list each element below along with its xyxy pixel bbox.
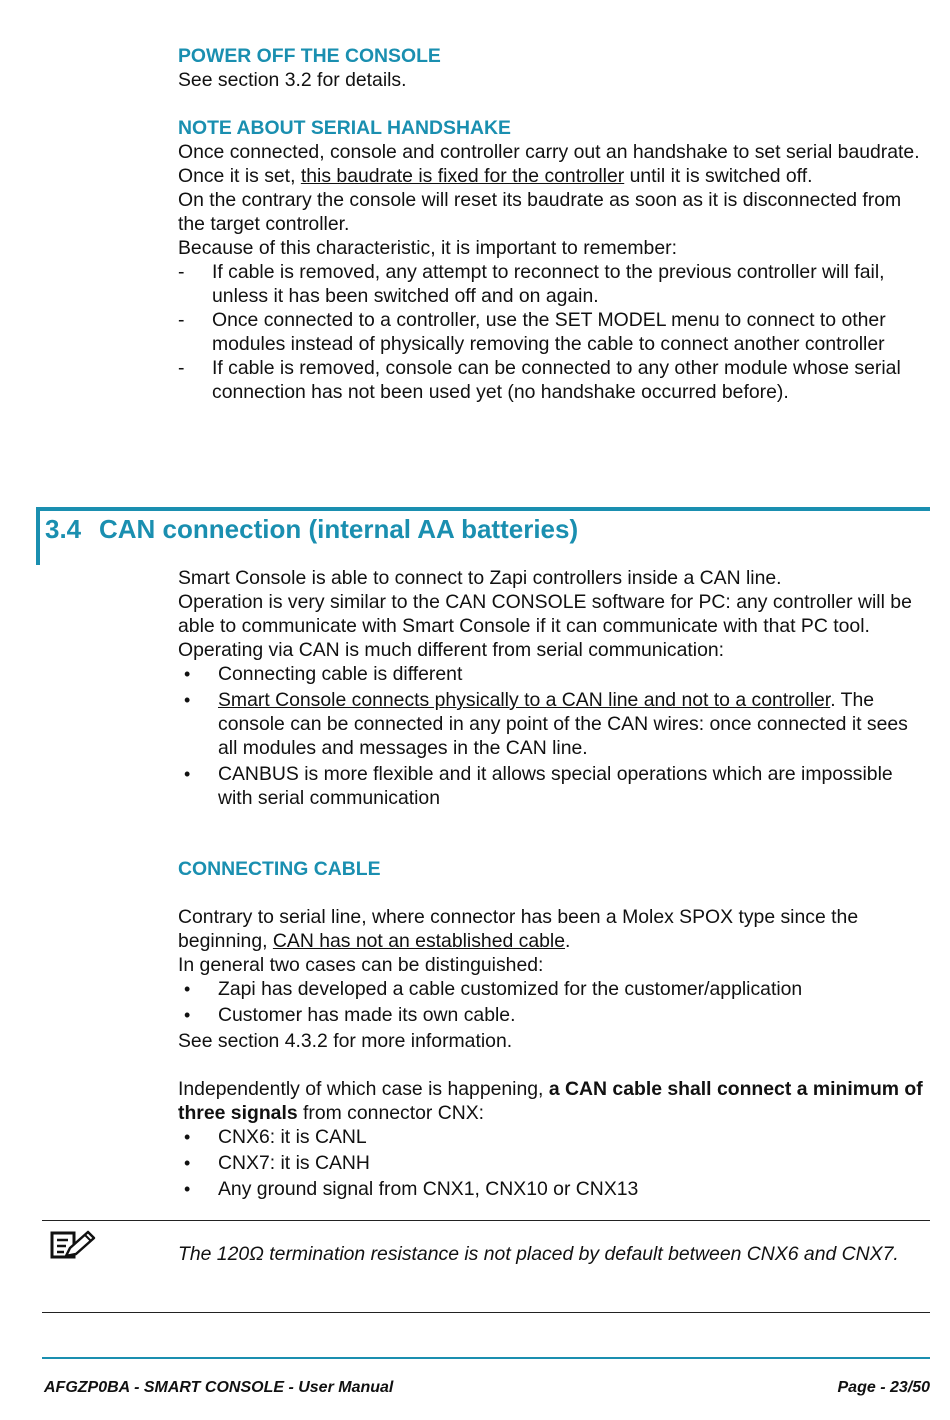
list-item-text: CNX7: it is CANH (218, 1152, 370, 1174)
list-item (178, 1003, 930, 1027)
footer-document-title: AFGZP0BA - SMART CONSOLE - User Manual (44, 1379, 394, 1396)
cable-paragraph-3: See section 4.3.2 for more information. (178, 1030, 513, 1052)
power-off-text: See section 3.2 for details. (178, 69, 407, 91)
handshake-p1-underline: this baudrate is fixed for the controller (300, 165, 625, 187)
can-section-body (178, 566, 930, 812)
bullet-marker: • (184, 1153, 191, 1173)
list-item-text: CANBUS is more flexible and it allows special operations which are impossible with serial communication (218, 763, 893, 809)
list-item-text: Any ground signal from CNX1, CNX10 or CNX13 (218, 1178, 639, 1200)
dash-marker: - (178, 357, 185, 379)
power-off-heading: POWER OFF THE CONSOLE (178, 45, 441, 67)
section-heading (45, 512, 578, 546)
cable-p4-end: from connector CNX: (297, 1102, 485, 1124)
list-item-text: . The console can be connected in any point of the CAN wires: once connected it sees all modules and messages in the CAN line. (218, 689, 908, 759)
cable-p1-end: . (565, 930, 571, 952)
bullet-marker: • (184, 979, 191, 999)
dash-marker: - (178, 261, 185, 283)
bullet-marker: • (184, 1127, 191, 1147)
note-top-rule (42, 1220, 930, 1221)
list-item (178, 977, 930, 1001)
cable-cases-list (178, 977, 930, 1027)
section-title: CAN connection (internal AA batteries) (99, 514, 579, 544)
cable-paragraph-2: In general two cases can be distinguished: (178, 954, 544, 976)
list-item-text: If cable is removed, console can be connected to any other module whose serial connection has not been used yet (no handshake occurred before). (212, 357, 901, 403)
bullet-marker: • (184, 690, 191, 710)
bullet-marker: • (184, 764, 191, 784)
list-item (178, 762, 930, 810)
signals-list (178, 1125, 930, 1201)
list-item (178, 260, 930, 308)
dash-marker: - (178, 309, 185, 331)
can-paragraph-2: Operation is very similar to the CAN CONSOLE software for PC: any controller will be able to communicate with Smart Console if it can communicate with that PC tool. (178, 591, 912, 637)
list-item-text: Connecting cable is different (218, 663, 463, 685)
footer-page-number: Page - 23/50 (837, 1379, 930, 1396)
cable-paragraph-1 (178, 905, 930, 953)
connecting-cable-heading: CONNECTING CABLE (178, 858, 381, 880)
bullet-marker: • (184, 664, 191, 684)
can-paragraph-3: Operating via CAN is much different from serial communication: (178, 639, 725, 661)
list-item-text: Zapi has developed a cable customized for the customer/application (218, 978, 803, 1000)
list-item (178, 1125, 930, 1149)
handshake-p1-end: until it is switched off. (624, 165, 813, 187)
list-item-text: Customer has made its own cable. (218, 1004, 516, 1026)
list-item-text: If cable is removed, any attempt to reconnect to the previous controller will fail, unless it has been switched off and on again. (212, 261, 885, 307)
list-item (178, 662, 930, 686)
note-bottom-rule (42, 1312, 930, 1313)
cable-p1-underline: CAN has not an established cable (272, 930, 566, 952)
can-paragraph-1: Smart Console is able to connect to Zapi controllers inside a CAN line. (178, 567, 782, 589)
note-text: The 120Ω termination resistance is not placed by default between CNX6 and CNX7. (178, 1243, 899, 1265)
list-item (178, 688, 930, 760)
handshake-paragraph-2: On the contrary the console will reset its baudrate as soon as it is disconnected from the target controller. (178, 189, 902, 235)
handshake-p1-start: Once connected, console and controller carry out an handshake to set serial baudrate. Once it is set, (178, 141, 920, 187)
power-off-section (178, 44, 930, 92)
list-item (178, 1151, 930, 1175)
bullet-marker: • (184, 1005, 191, 1025)
bullet-marker: • (184, 1179, 191, 1199)
list-item-text: Once connected to a controller, use the SET MODEL menu to connect to other modules instead of physically removing the cable to connect another controller (212, 309, 886, 355)
handshake-list (178, 260, 930, 404)
cable-p1-start: Contrary to serial line, where connector has been a Molex SPOX type since the beginning, (178, 906, 859, 952)
list-item-text: CNX6: it is CANL (218, 1126, 367, 1148)
list-item (178, 356, 930, 404)
handshake-paragraph-1 (178, 140, 930, 188)
section-number: 3.4 (45, 514, 82, 544)
footer-rule (42, 1357, 930, 1359)
list-item (178, 308, 930, 356)
note-pencil-icon (50, 1230, 96, 1260)
connecting-cable-section (178, 857, 930, 1203)
serial-handshake-section (178, 116, 930, 404)
handshake-heading: NOTE ABOUT SERIAL HANDSHAKE (178, 117, 511, 139)
cable-p4-bold: a CAN cable shall connect a minimum of three signals (178, 1078, 923, 1124)
cable-p4-start: Independently of which case is happening, (178, 1078, 549, 1100)
list-item-underline: Smart Console connects physically to a CAN line and not to a controller (218, 689, 831, 711)
cable-paragraph-4 (178, 1077, 930, 1125)
can-differences-list (178, 662, 930, 810)
list-item (178, 1177, 930, 1201)
handshake-paragraph-3: Because of this characteristic, it is important to remember: (178, 237, 677, 259)
